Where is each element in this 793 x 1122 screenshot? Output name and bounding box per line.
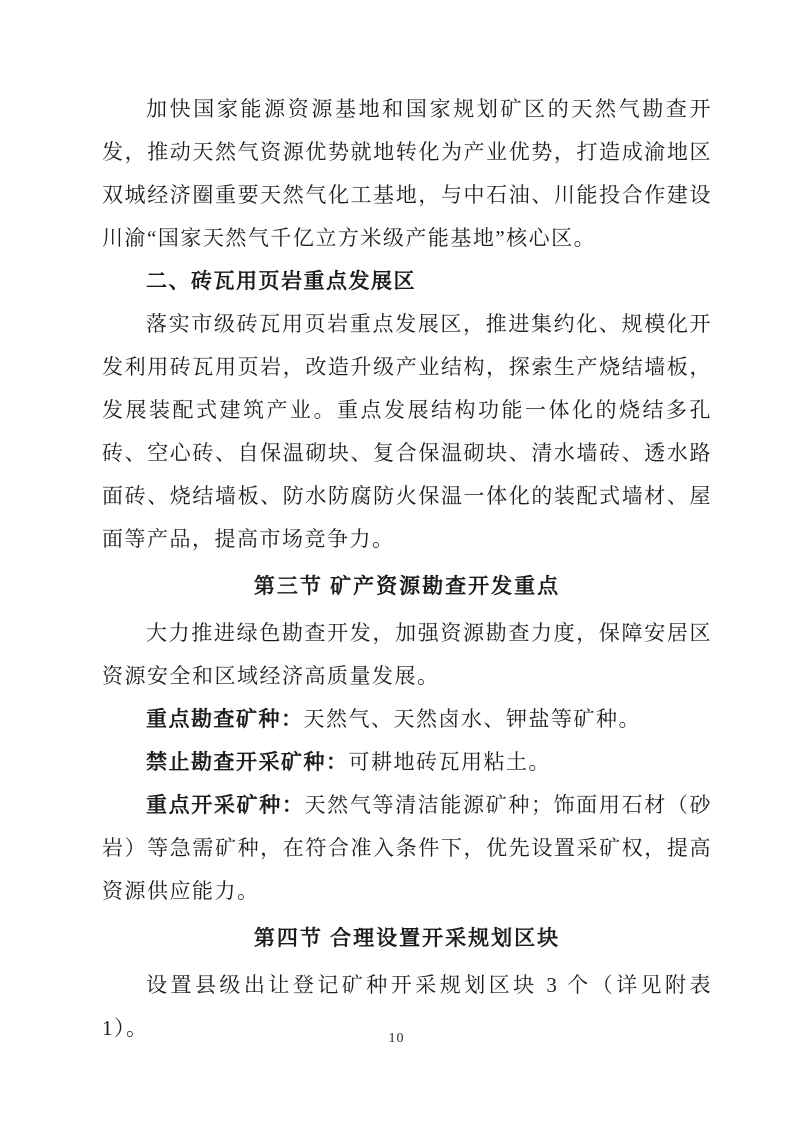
mineral-item-label: 禁止勘查开采矿种： [146, 750, 349, 774]
section4-title: 第四节 合理设置开采规划区块 [253, 926, 561, 950]
paragraph-green-exploration: 大力推进绿色勘查开发，加强资源勘查力度，保障安居区资源安全和区域经济高质量发展。 [102, 621, 712, 688]
paragraph-brick-shale: 落实市级砖瓦用页岩重点发展区，推进集约化、规模化开发利用砖瓦用页岩，改造升级产业结构，探索生产烧结墙板，发展装配式建筑产业。重点发展结构功能一体化的烧结多孔砖、空心砖、自保温砌块、复合保温砌块、清水墙砖、透水路面砖、烧结墙板、防水防腐防火保温一体化的装配式墙材、屋面等产品，提高市场竞争力。 [102, 312, 712, 551]
heading-brick-shale-zone: 二、砖瓦用页岩重点发展区 [146, 269, 416, 293]
document-body [102, 88, 712, 1050]
mineral-item-label: 重点勘查矿种： [146, 707, 304, 731]
mineral-item-prohibited [102, 741, 712, 784]
paragraph-gas-development: 加快国家能源资源基地和国家规划矿区的天然气勘查开发，推动天然气资源优势就地转化为产业优势，打造成渝地区双城经济圈重要天然气化工基地，与中石油、川能投合作建设川渝“国家天然气千亿立方米级产能基地”核心区。 [102, 97, 712, 250]
mineral-item-key-exploration [102, 698, 712, 741]
mineral-item-text: 可耕地砖瓦用粘土。 [348, 750, 551, 774]
mineral-item-text: 天然气等清洁能源矿种；饰面用石材（砂岩）等急需矿种，在符合准入条件下，优先设置采矿权，提高资源供应能力。 [102, 793, 713, 903]
mineral-item-label: 重点开采矿种： [146, 793, 305, 817]
section3-title: 第三节 矿产资源勘查开发重点 [253, 574, 561, 598]
paragraph-mining-blocks: 设置县级出让登记矿种开采规划区块 3 个（详见附表 1）。 [102, 973, 712, 1040]
mineral-item-text: 天然气、天然卤水、钾盐等矿种。 [303, 707, 641, 731]
page-number: 10 [388, 1031, 405, 1046]
mineral-item-key-mining [102, 784, 712, 913]
